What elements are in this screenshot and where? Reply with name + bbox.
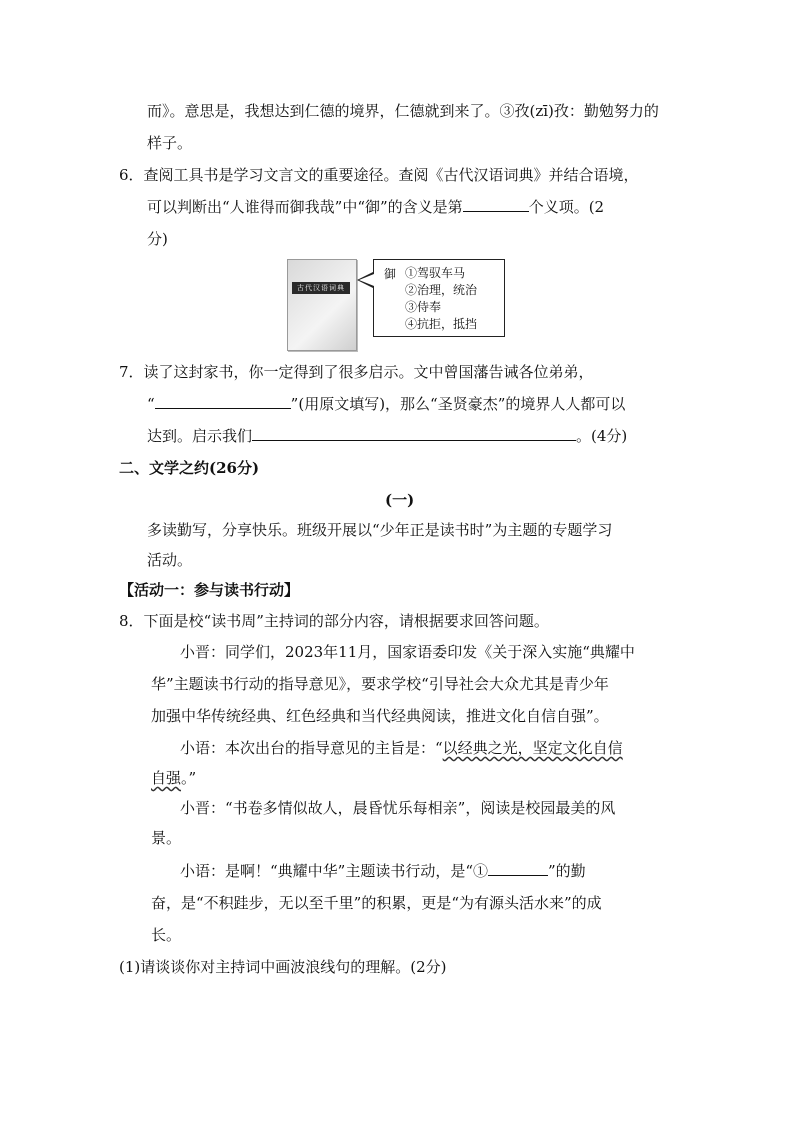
dialogue-1-line-3: 加强中华传统经典、红色经典和当代经典阅读，推进文化自信自强”。	[151, 707, 609, 725]
dialogue-2-close: 。”	[181, 769, 197, 787]
dialogue-4-line-2: 奋，是“不积跬步，无以至千里”的积累，更是“为有源头活水来”的成	[151, 894, 602, 912]
question-7-text-b: ”(用原文填写)，那么“圣贤豪杰”的境界人人都可以	[290, 395, 626, 413]
section-2-heading: 二、文学之约(26分)	[119, 459, 260, 477]
question-7-line-3	[147, 426, 627, 446]
intro-line-2: 活动。	[147, 551, 193, 569]
definition-callout	[373, 259, 505, 337]
question-6-text-b: 个义项。(2	[528, 198, 605, 216]
question-7-line-1: 7．读了这封家书，你一定得到了很多启示。文中曾国藩告诫各位弟弟，	[119, 363, 594, 381]
question-7-text-d: 。(4分)	[576, 427, 628, 445]
question-8-prompt: 8．下面是校“读书周”主持词的部分内容，请根据要求回答问题。	[119, 612, 549, 630]
question-6-text-a: 可以判断出“人谁得而御我哉”中“御”的含义是第	[147, 198, 463, 216]
question-7-text-a: “	[147, 395, 155, 413]
dialogue-3-line-2: 景。	[151, 829, 182, 847]
dialogue-2-text: 小语：本次出台的指导意见的主旨是：“	[180, 739, 443, 757]
dialogue-3-line-1: 小晋：“书卷多情似故人，晨昏忧乐每相亲”，阅读是校园最美的风	[180, 799, 616, 817]
dialogue-1-line-1: 小晋：同学们，2023年11月，国家语委印发《关于深入实施“典耀中	[180, 643, 635, 661]
dialogue-4-text-b: ”的勤	[548, 862, 586, 880]
headword: 御	[384, 267, 397, 281]
part-1-heading: (一)	[385, 491, 415, 509]
note-line-2: 样子。	[147, 134, 193, 152]
dialogue-2-line-1	[180, 738, 623, 758]
definition-option: ①驾驭车马	[405, 266, 466, 280]
question-8-part-1: (1)请谈谈你对主持词中画波浪线句的理解。(2分)	[119, 958, 447, 976]
dialogue-4-answer-blank[interactable]	[488, 861, 548, 876]
question-7-insight-blank[interactable]	[252, 426, 576, 441]
callout-pointer-fill	[359, 274, 374, 286]
question-6-line-3: 分)	[147, 230, 168, 248]
dialogue-1-line-2: 华”主题读书行动的指导意见》，要求学校“引导社会大众尤其是青少年	[151, 675, 609, 693]
wavy-underlined-sentence-end: 自强	[151, 769, 182, 787]
book-title: 古代汉语词典	[297, 284, 345, 292]
definition-option: ④抗拒，抵挡	[405, 317, 478, 331]
question-7-text-c: 达到。启示我们	[147, 427, 253, 445]
activity-1-heading: 【活动一：参与读书行动】	[119, 581, 300, 599]
question-6-line-2	[147, 197, 604, 217]
dialogue-2-line-2	[151, 768, 196, 788]
question-6-answer-blank[interactable]	[463, 197, 529, 212]
dialogue-4-line-3: 长。	[151, 926, 182, 944]
note-line-1: 而》。意思是，我想达到仁德的境界，仁德就到来了。③孜(zī)孜：勤勉努力的	[147, 102, 659, 120]
definition-option: ②治理，统治	[405, 283, 478, 297]
wavy-underlined-sentence: 以经典之光，坚定文化自信	[442, 739, 623, 757]
definition-option: ③侍奉	[405, 300, 442, 314]
dialogue-4-line-1	[180, 861, 586, 881]
question-7-line-2	[147, 394, 625, 414]
dialogue-4-text-a: 小语：是啊！“典耀中华”主题读书行动，是“①	[180, 862, 489, 880]
question-6-line-1: 6．查阅工具书是学习文言文的重要途径。查阅《古代汉语词典》并结合语境，	[119, 166, 639, 184]
intro-line-1: 多读勤写，分享快乐。班级开展以“少年正是读书时”为主题的专题学习	[147, 521, 613, 539]
question-7-quote-blank[interactable]	[155, 394, 291, 409]
dictionary-book-image	[287, 259, 357, 351]
